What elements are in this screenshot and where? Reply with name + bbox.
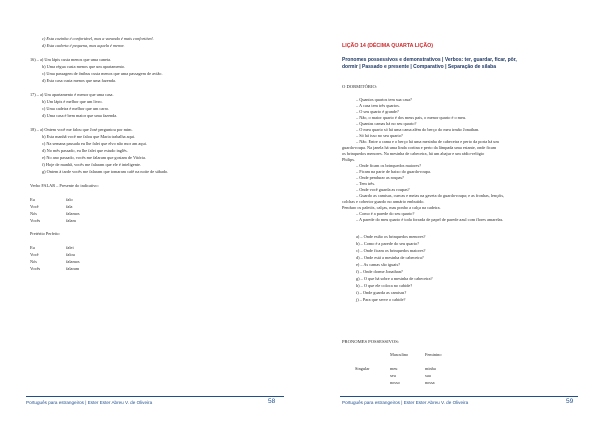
question: j) – Para que serve o cabide? (356, 297, 406, 302)
text-line: f) Hoje de manhã, vocês me falaram que ele é inteligente. (42, 162, 142, 167)
question: h) – O que ele coloca no cabide? (356, 283, 413, 288)
text-line: g) Ontem à tarde vocês me falaram que tomaram café na noite de sábado. (42, 169, 169, 174)
text-line: c) Na semana passada eu lhe falei que elvo não mor am aqui. (42, 141, 147, 146)
footer-divider (26, 396, 284, 397)
pronoun: Nós (30, 259, 37, 264)
column-header-feminine: Feminino (425, 352, 442, 357)
dialogue-line: – Onde você guarda as roupas? (356, 187, 410, 192)
pronoun: Nós (30, 211, 37, 216)
dialogue-line: Philips. (342, 157, 356, 162)
question: i) – Onde guarda as camisas? (356, 290, 407, 295)
verb-form: falaram (66, 266, 80, 271)
question: a) – Onde estão os brinquedos menores? (356, 234, 426, 239)
dialogue-line: – Só há isso no seu quarto? (356, 133, 403, 138)
dialogue-line: – Quantos quartos tem sua casa? (356, 97, 412, 102)
footer-text: Português para estrangeiros | Ester Ester Abreu V. de Oliveira (342, 400, 469, 405)
pronoun: Você (30, 252, 39, 257)
text-line: 16) – a) Um lápis custa menos que uma caneta. (30, 57, 112, 62)
dialogue-line: – Ficam na parte de baixo do guarda-roupa. (356, 169, 431, 174)
dialogue-line: – Como é a parede do seu quarto? (356, 211, 415, 216)
dialogue-line: – Não, o maior quarto é dos meus pais, o menor quarto é o meu. (356, 115, 467, 120)
page-number: 58 (268, 398, 276, 405)
pronoun: Vocês (30, 218, 41, 223)
possessive-fem: nossa (425, 380, 435, 385)
pronoun: Eu (30, 245, 35, 250)
text-line: c) Uma cadeira é melhor que um carro. (42, 106, 110, 111)
dialogue-line: os brinquedos menores. Na mesinha de cabeceira, há um abajur e um rádio-relógio (342, 151, 485, 156)
page-number: 59 (566, 398, 574, 405)
verb-form: fala (66, 204, 73, 209)
dialogue-line: – A parede do meu quarto é toda forrada de papel de parede azul com flores amarelas. (356, 217, 504, 222)
verb-form: falei (66, 245, 74, 250)
column-header-masculine: Masculino (390, 352, 409, 357)
possessive-fem: minha (425, 366, 436, 371)
dialogue-line: colchas e cobertor guardo no armário embutido. (342, 199, 425, 204)
topics-line: Pronomes possessivos e demonstrativos | Verbos: ter, guardar, ficar, pôr, (342, 57, 517, 63)
possessive-heading: PRONOMES POSSESSIVOS: (342, 339, 400, 344)
dialogue-line: Penduro os paletós, calças, mas ponho a calça na cadeira. (342, 205, 441, 210)
text-line: b) Uma régua custa menos que um apartamento. (42, 64, 126, 69)
dialogue-line: – A casa tem três quartos. (356, 103, 400, 108)
possessive-masc: nosso (390, 380, 400, 385)
verb-form: falamos (66, 259, 80, 264)
question: b) – Como é a parede do seu quarto? (356, 241, 419, 246)
verb-form: falam (66, 218, 76, 223)
dialogue-line: – O meu quarto só há uma cama além do berço do meu irmão Jonathan. (356, 127, 480, 132)
section-heading: O DORMITÓRIO: (342, 84, 378, 89)
pronoun: Eu (30, 197, 35, 202)
text-line: c) Uma passagem de ônibus custa menos que uma passagem de avião. (42, 71, 163, 76)
question: g) – O que há sobre a mesinha de cabeceira? (356, 276, 433, 281)
dialogue-line: – Não. Entre a cama e o berço há uma mesinha de cabeceira e perto da porta há um (356, 139, 499, 144)
text-line: d) Esta casa custa menos que uma fazenda. (42, 78, 116, 83)
right-page (300, 0, 600, 424)
verb-form: falo (66, 197, 73, 202)
text-line: d) Uma casa é bem maior que uma fazenda. (42, 113, 118, 118)
possessive-masc: meu (390, 366, 398, 371)
verb-form: falou (66, 252, 75, 257)
dialogue-line: – Onde ficam os brinquedos maiores? (356, 163, 422, 168)
text-line: 17) – a) Um apartamento é menor que uma casa. (30, 92, 114, 97)
dialogue-line: – Quantas camas há no seu quarto? (356, 121, 417, 126)
text-line: c) Esta cozinha é confortável, mas a varanda é mais confortável. (42, 36, 154, 41)
topics-line: dormir | Passado e presente | Comparativo | Separação de sílaba (342, 64, 496, 70)
text-line: b) Esta manhã você me falou que Maria trabalha aqui. (42, 134, 136, 139)
row-label-singular: Singular (355, 366, 370, 371)
verb-heading: Verbo FALAR – Presente do indicativo: (30, 183, 99, 188)
possessive-fem: sua (425, 373, 431, 378)
lesson-title: LIÇÃO 14 (DÉCIMA QUARTA LIÇÃO) (342, 43, 434, 49)
question: f) – Onde dorme Jonathan? (356, 269, 403, 274)
text-line: 18) – a) Ontem você me falou que José perguntou por mim. (30, 127, 133, 132)
possessive-masc: seu (390, 373, 396, 378)
pronoun: Vocês (30, 266, 41, 271)
preterite-heading: Pretérito Perfeito (30, 231, 60, 236)
text-line: e) No ano passado, vocês me falaram que gostam de Vitória. (42, 155, 146, 160)
text-line: d) No mês passado, eu lhe falei que estudo inglês. (42, 148, 128, 153)
dialogue-line: – Tem três. (356, 181, 376, 186)
question: c) – Onde ficam os brinquedos maiores? (356, 248, 426, 253)
question: d) – Onde está a mesinha de cabeceira? (356, 255, 424, 260)
dialogue-line: – Guardo as camisas, cuecas e meias na gaveta do guarda-roupa; e as fronhas, lençóis, (356, 193, 505, 198)
text-line: d) Esta caderta é pequena, mas aquela é menor. (42, 43, 125, 48)
pronoun: Você (30, 204, 39, 209)
footer-text: Português para estrangeiros | Ester Ester Abreu V. de Oliveira (26, 400, 153, 405)
dialogue-line: – Onde pendurar as roupas? (356, 175, 404, 180)
footer-divider (340, 396, 578, 397)
verb-form: falamos (66, 211, 80, 216)
dialogue-line: – O seu quarto é grande? (356, 109, 399, 114)
question: e) – As camas são iguais? (356, 262, 401, 267)
text-line: b) Um lápis é melhor que um livro. (42, 99, 103, 104)
dialogue-line: guarda-roupa. Na janela há uma linda cortina e perto da lâmpada uma estante, onde ficam (342, 145, 497, 150)
